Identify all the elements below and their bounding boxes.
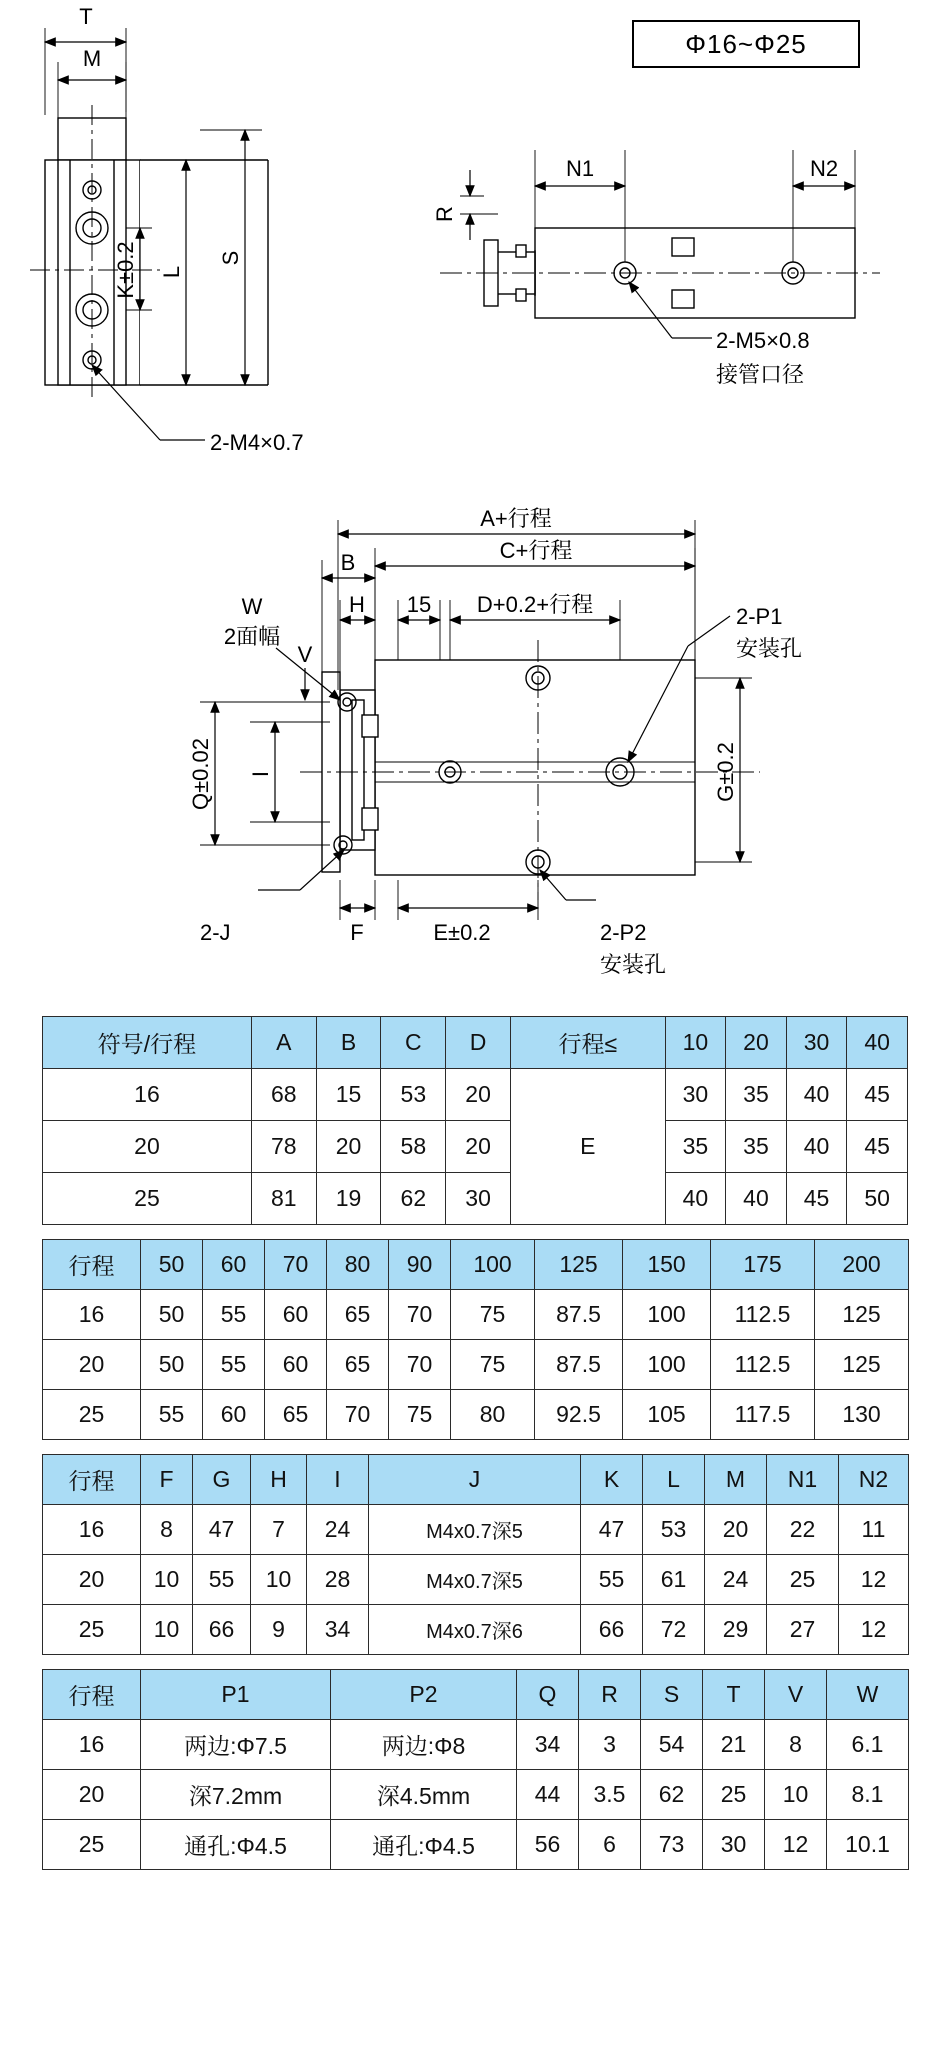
callout-p1-sub: 安装孔 xyxy=(736,636,803,661)
cell: 66 xyxy=(193,1605,251,1655)
col-header: 60 xyxy=(203,1240,265,1290)
col-header: F xyxy=(141,1455,193,1505)
cell: 50 xyxy=(847,1173,908,1225)
cell: 28 xyxy=(307,1555,369,1605)
col-header: W xyxy=(827,1670,909,1720)
dim-label-i: I xyxy=(248,770,273,778)
table-row xyxy=(43,1390,909,1440)
cell: 53 xyxy=(643,1505,705,1555)
cell: 47 xyxy=(193,1505,251,1555)
cell: 20 xyxy=(43,1340,141,1390)
callout-p1: 2-P1 xyxy=(736,604,783,629)
dim-label-l: L xyxy=(159,265,184,279)
cell: 47 xyxy=(581,1505,643,1555)
cell: M4x0.7深5 xyxy=(369,1555,581,1605)
cell: 25 xyxy=(703,1770,765,1820)
cell: 62 xyxy=(381,1173,446,1225)
dim-label-w-sub: 2面幅 xyxy=(223,624,281,649)
cell: 20 xyxy=(43,1121,252,1173)
table-header-row xyxy=(43,1670,909,1720)
col-header: 200 xyxy=(815,1240,909,1290)
cell: 80 xyxy=(451,1390,535,1440)
cell: 87.5 xyxy=(535,1290,623,1340)
cell: 40 xyxy=(726,1173,787,1225)
cell: 60 xyxy=(265,1290,327,1340)
cell: 112.5 xyxy=(711,1340,815,1390)
cell: 44 xyxy=(517,1770,579,1820)
dim-label-t: T xyxy=(79,4,93,29)
cell: 58 xyxy=(381,1121,446,1173)
callout-p2: 2-P2 xyxy=(600,920,647,945)
col-header: 10 xyxy=(665,1017,726,1069)
cell: 75 xyxy=(389,1390,451,1440)
cell: 8.1 xyxy=(827,1770,909,1820)
spec-tables xyxy=(42,1016,908,1884)
cell: 20 xyxy=(316,1121,381,1173)
col-header: 125 xyxy=(535,1240,623,1290)
cell: 55 xyxy=(581,1555,643,1605)
cell: 130 xyxy=(815,1390,909,1440)
col-header: V xyxy=(765,1670,827,1720)
cell: 62 xyxy=(641,1770,703,1820)
table-row xyxy=(43,1340,909,1390)
dim-label-b: B xyxy=(340,550,356,575)
cell: 6.1 xyxy=(827,1720,909,1770)
callout-p2-sub: 安装孔 xyxy=(600,952,667,977)
cell: 81 xyxy=(251,1173,316,1225)
cell: 11 xyxy=(839,1505,909,1555)
cell: 25 xyxy=(43,1820,141,1870)
col-header: P2 xyxy=(331,1670,517,1720)
cell: 70 xyxy=(389,1340,451,1390)
cell: 8 xyxy=(141,1505,193,1555)
col-header: 行程 xyxy=(43,1240,141,1290)
cell: 54 xyxy=(641,1720,703,1770)
cell: 55 xyxy=(203,1340,265,1390)
cell: 72 xyxy=(643,1605,705,1655)
cell: 73 xyxy=(641,1820,703,1870)
cell: 22 xyxy=(767,1505,839,1555)
cell: 25 xyxy=(767,1555,839,1605)
cell: 29 xyxy=(705,1605,767,1655)
cell: 70 xyxy=(327,1390,389,1440)
dim-label-k: K±0.2 xyxy=(113,241,138,299)
cell: 3 xyxy=(579,1720,641,1770)
cell: 45 xyxy=(847,1121,908,1173)
cell: 55 xyxy=(203,1290,265,1340)
cell: 55 xyxy=(193,1555,251,1605)
cell: 通孔:Φ4.5 xyxy=(331,1820,517,1870)
col-header: 90 xyxy=(389,1240,451,1290)
col-header: J xyxy=(369,1455,581,1505)
col-header: 100 xyxy=(451,1240,535,1290)
cell: 50 xyxy=(141,1290,203,1340)
table-row xyxy=(43,1505,909,1555)
dim-label-g: G±0.2 xyxy=(713,742,738,802)
col-header: G xyxy=(193,1455,251,1505)
cell: 30 xyxy=(703,1820,765,1870)
cell: 61 xyxy=(643,1555,705,1605)
table-row xyxy=(43,1173,908,1225)
cell: 30 xyxy=(446,1173,511,1225)
cell: 75 xyxy=(451,1290,535,1340)
cell: 87.5 xyxy=(535,1340,623,1390)
cell: 100 xyxy=(623,1340,711,1390)
technical-drawing xyxy=(0,0,946,1010)
cell: 12 xyxy=(765,1820,827,1870)
col-header: 70 xyxy=(265,1240,327,1290)
dim-label-r: R xyxy=(432,206,457,222)
col-header: M xyxy=(705,1455,767,1505)
col-header: 80 xyxy=(327,1240,389,1290)
dim-label-e: E±0.2 xyxy=(433,920,491,945)
cell: 25 xyxy=(43,1173,252,1225)
dim-label-c-stroke: C+行程 xyxy=(499,538,573,563)
cell: 10 xyxy=(141,1605,193,1655)
cell: 25 xyxy=(43,1605,141,1655)
col-header: T xyxy=(703,1670,765,1720)
cell: 19 xyxy=(316,1173,381,1225)
cell: 78 xyxy=(251,1121,316,1173)
cell: 65 xyxy=(327,1340,389,1390)
cell: 16 xyxy=(43,1290,141,1340)
cell: 20 xyxy=(43,1770,141,1820)
col-header: R xyxy=(579,1670,641,1720)
col-header: C xyxy=(381,1017,446,1069)
col-header: N1 xyxy=(767,1455,839,1505)
dim-label-s: S xyxy=(218,250,243,266)
cell: 6 xyxy=(579,1820,641,1870)
cell: 10.1 xyxy=(827,1820,909,1870)
dim-label-15: 15 xyxy=(406,592,432,617)
col-header: 175 xyxy=(711,1240,815,1290)
cell: 125 xyxy=(815,1340,909,1390)
spec-table-3 xyxy=(42,1454,909,1655)
col-header: H xyxy=(251,1455,307,1505)
cell: 40 xyxy=(665,1173,726,1225)
dim-label-d-stroke: D+0.2+行程 xyxy=(476,592,594,617)
cell: 20 xyxy=(446,1069,511,1121)
col-header: K xyxy=(581,1455,643,1505)
size-range-badge xyxy=(632,20,860,68)
table-row xyxy=(43,1605,909,1655)
cell: 10 xyxy=(141,1555,193,1605)
size-range-label: Φ16~Φ25 xyxy=(685,28,807,59)
col-header: 40 xyxy=(847,1017,908,1069)
dim-label-w: W xyxy=(241,594,263,619)
table-row xyxy=(43,1290,909,1340)
cell: 12 xyxy=(839,1555,909,1605)
cell: 56 xyxy=(517,1820,579,1870)
cell: M4x0.7深5 xyxy=(369,1505,581,1555)
cell: M4x0.7深6 xyxy=(369,1605,581,1655)
col-header: 行程 xyxy=(43,1670,141,1720)
cell: 两边:Φ8 xyxy=(331,1720,517,1770)
cell: 两边:Φ7.5 xyxy=(141,1720,331,1770)
cell: 70 xyxy=(389,1290,451,1340)
callout-j: 2-J xyxy=(200,920,231,945)
col-header: 50 xyxy=(141,1240,203,1290)
cell: 16 xyxy=(43,1069,252,1121)
table-row xyxy=(43,1121,908,1173)
cell: 66 xyxy=(581,1605,643,1655)
cell: 117.5 xyxy=(711,1390,815,1440)
cell: 27 xyxy=(767,1605,839,1655)
dim-label-m: M xyxy=(82,46,102,71)
cell: 21 xyxy=(703,1720,765,1770)
cell: 20 xyxy=(705,1505,767,1555)
col-header: B xyxy=(316,1017,381,1069)
cell: 65 xyxy=(327,1290,389,1340)
col-header: 150 xyxy=(623,1240,711,1290)
cell: 92.5 xyxy=(535,1390,623,1440)
cell: 40 xyxy=(786,1121,847,1173)
cell: 100 xyxy=(623,1290,711,1340)
cell: 10 xyxy=(251,1555,307,1605)
cell: 75 xyxy=(451,1340,535,1390)
cell: 65 xyxy=(265,1390,327,1440)
cell: 35 xyxy=(726,1069,787,1121)
col-header: N2 xyxy=(839,1455,909,1505)
cell: 112.5 xyxy=(711,1290,815,1340)
cell: 50 xyxy=(141,1340,203,1390)
cell: 12 xyxy=(839,1605,909,1655)
cell: 35 xyxy=(665,1121,726,1173)
dim-label-v: V xyxy=(297,642,313,667)
col-header: 20 xyxy=(726,1017,787,1069)
col-header: L xyxy=(643,1455,705,1505)
col-header: 行程≤ xyxy=(510,1017,665,1069)
cell: 53 xyxy=(381,1069,446,1121)
cell: 20 xyxy=(446,1121,511,1173)
cell: 35 xyxy=(726,1121,787,1173)
cell: 深4.5mm xyxy=(331,1770,517,1820)
cell: 24 xyxy=(705,1555,767,1605)
cell: 34 xyxy=(517,1720,579,1770)
spec-table-4 xyxy=(42,1669,909,1870)
col-header: A xyxy=(251,1017,316,1069)
dim-label-h: H xyxy=(349,592,365,617)
callout-thread-m4: 2-M4×0.7 xyxy=(210,430,304,455)
col-header: S xyxy=(641,1670,703,1720)
table-row xyxy=(43,1720,909,1770)
cell: 通孔:Φ4.5 xyxy=(141,1820,331,1870)
cell: 16 xyxy=(43,1720,141,1770)
table-header-row xyxy=(43,1240,909,1290)
cell: 30 xyxy=(665,1069,726,1121)
cell: 7 xyxy=(251,1505,307,1555)
dim-label-a-stroke: A+行程 xyxy=(480,506,552,531)
cell: 10 xyxy=(765,1770,827,1820)
col-header: Q xyxy=(517,1670,579,1720)
cell: 68 xyxy=(251,1069,316,1121)
cell: 深7.2mm xyxy=(141,1770,331,1820)
table-row xyxy=(43,1770,909,1820)
col-header: I xyxy=(307,1455,369,1505)
cell: 40 xyxy=(786,1069,847,1121)
cell: 125 xyxy=(815,1290,909,1340)
cell-e-label: E xyxy=(510,1069,665,1225)
cell: 16 xyxy=(43,1505,141,1555)
table-row xyxy=(43,1555,909,1605)
col-header: 行程 xyxy=(43,1455,141,1505)
cell: 15 xyxy=(316,1069,381,1121)
cell: 3.5 xyxy=(579,1770,641,1820)
cell: 25 xyxy=(43,1390,141,1440)
table-row xyxy=(43,1069,908,1121)
cell: 20 xyxy=(43,1555,141,1605)
table-row xyxy=(43,1820,909,1870)
cell: 60 xyxy=(203,1390,265,1440)
cell: 9 xyxy=(251,1605,307,1655)
table-header-row xyxy=(43,1017,908,1069)
col-header: D xyxy=(446,1017,511,1069)
cell: 8 xyxy=(765,1720,827,1770)
cell: 45 xyxy=(786,1173,847,1225)
col-header: P1 xyxy=(141,1670,331,1720)
dim-label-n1: N1 xyxy=(565,156,595,181)
spec-table-1 xyxy=(42,1016,908,1225)
cell: 34 xyxy=(307,1605,369,1655)
cell: 105 xyxy=(623,1390,711,1440)
cell: 55 xyxy=(141,1390,203,1440)
col-header: 符号/行程 xyxy=(43,1017,252,1069)
cell: 24 xyxy=(307,1505,369,1555)
cell: 45 xyxy=(847,1069,908,1121)
callout-port-thread: 2-M5×0.8 xyxy=(716,328,810,353)
callout-port-desc: 接管口径 xyxy=(716,362,805,387)
table-header-row xyxy=(43,1455,909,1505)
dim-label-q: Q±0.02 xyxy=(188,737,213,811)
col-header: 30 xyxy=(786,1017,847,1069)
dim-label-n2: N2 xyxy=(809,156,839,181)
cell: 60 xyxy=(265,1340,327,1390)
dim-label-f: F xyxy=(350,920,364,945)
spec-table-2 xyxy=(42,1239,909,1440)
